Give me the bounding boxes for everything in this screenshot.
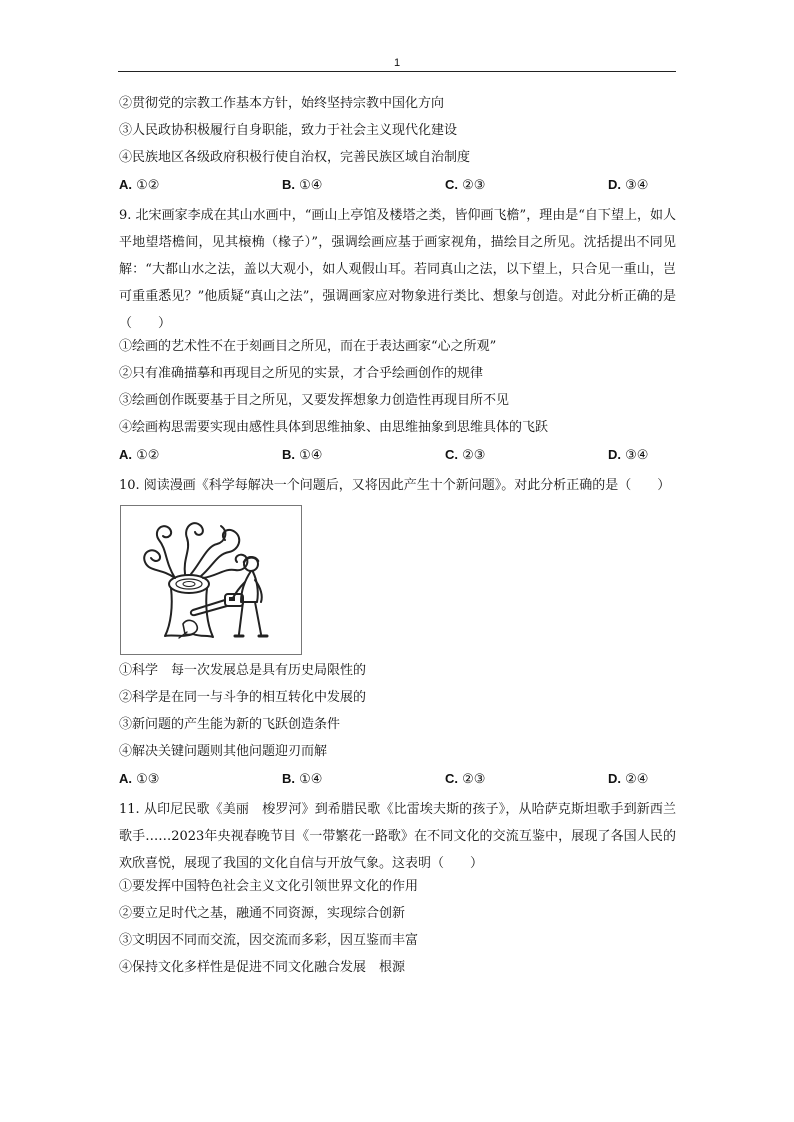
q9-choices xyxy=(119,445,676,472)
question-11 xyxy=(119,796,676,985)
q10-choice-b[interactable]: B. ①④ xyxy=(282,771,323,787)
q10-item-2: ②科学是在同一与斗争的相互转化中发展的 xyxy=(119,690,367,705)
q10-item-1: ①科学 每一次发展总是具有历史局限性的 xyxy=(119,663,367,678)
stump-ring xyxy=(176,579,202,589)
branch-middle xyxy=(185,523,203,574)
q9-item-3: ③绘画创作既要基于目之所见，又要发挥想象力创造性再现目所不见 xyxy=(119,393,510,408)
question-9 xyxy=(119,202,676,472)
q9-item-1: ①绘画的艺术性不在于刻画目之所见，而在于表达画家“心之所观” xyxy=(119,339,497,354)
q9-choice-c[interactable]: C. ②③ xyxy=(445,447,486,463)
q11-stem: 11. 从印尼民歌《美丽 梭罗河》到希腊民歌《比雷埃夫斯的孩子》，从哈萨克斯坦歌手到新西兰歌手……2023年央视春晚节目《一带繁花一路歌》在不同文化的交流互鉴中，展现了各国人民的欢欣喜悦，展现了我国的文化自信与开放气象。这表明（ ） xyxy=(119,802,676,871)
header-rule xyxy=(118,71,676,72)
q11-item-4: ④保持文化多样性是促进不同文化融合发展 根源 xyxy=(119,960,406,975)
q10-choices xyxy=(119,769,676,796)
q8-choice-c[interactable]: C. ②③ xyxy=(445,177,486,193)
wood-chip xyxy=(183,620,197,634)
q8-item-3: ③人民政协积极履行自身职能，致力于社会主义现代化建设 xyxy=(119,123,458,138)
q10-choice-a[interactable]: A. ①③ xyxy=(119,771,160,787)
q9-choice-d[interactable]: D. ③④ xyxy=(608,447,649,463)
q10-item-4: ④解决关键问题则其他问题迎刃而解 xyxy=(119,744,328,759)
question-10 xyxy=(119,472,676,796)
q8-item-2: ②贯彻党的宗教工作基本方针，始终坚持宗教中国化方向 xyxy=(119,96,445,111)
q10-stem: 10. 阅读漫画《科学每解决一个问题后，又将因此产生十个新问题》。对此分析正确的是（ ） xyxy=(119,478,671,493)
q9-choice-a[interactable]: A. ①② xyxy=(119,447,160,463)
q10-choice-c[interactable]: C. ②③ xyxy=(445,771,486,787)
q8-choice-b[interactable]: B. ①④ xyxy=(282,177,323,193)
q11-item-1: ①要发挥中国特色社会主义文化引领世界文化的作用 xyxy=(119,879,419,894)
worker-legs xyxy=(239,602,261,634)
q10-item-3: ③新问题的产生能为新的飞跃创造条件 xyxy=(119,717,341,732)
q9-choice-b[interactable]: B. ①④ xyxy=(282,447,323,463)
q8-choice-d[interactable]: D. ③④ xyxy=(608,177,649,193)
q10-choice-d[interactable]: D. ②④ xyxy=(608,771,649,787)
cartoon-figure xyxy=(120,505,302,655)
chainsaw-blade xyxy=(191,600,227,615)
page-number: 1 xyxy=(393,57,401,69)
q9-item-2: ②只有准确描摹和再现目之所见的实景，才合乎绘画创作的规律 xyxy=(119,366,484,381)
q8-choices xyxy=(119,175,676,202)
question-8 xyxy=(119,94,676,202)
cartoon-illustration xyxy=(121,506,301,654)
q9-stem: 9. 北宋画家李成在其山水画中，“画山上亭馆及楼塔之类，皆仰画飞檐”，理由是“自下望上，如人平地望塔檐间，见其榱桷（椽子）”，强调绘画应基于画家视角，描绘目之所见。沈括提出不同见解：“大都山水之法，盖以大观小，如人观假山耳。若同真山之法，以下望上，只合见一重山，岂可重重悉见？”他质疑“真山之法”，强调画家应对物象进行类比、想象与创造。对此分析正确的是（ ） xyxy=(119,208,676,331)
q8-item-4: ④民族地区各级政府积极行使自治权，完善民族区域自治制度 xyxy=(119,150,471,165)
q11-item-2: ②要立足时代之基，融通不同资源，实现综合创新 xyxy=(119,906,406,921)
page-content xyxy=(119,94,676,985)
branch-left xyxy=(144,550,175,578)
q8-choice-a[interactable]: A. ①② xyxy=(119,177,160,193)
q11-item-3: ③文明因不同而交流，因交流而多彩，因互鉴而丰富 xyxy=(119,933,419,948)
q9-item-4: ④绘画构思需要实现由感性具体到思维抽象、由思维抽象到思维具体的飞跃 xyxy=(119,420,549,435)
